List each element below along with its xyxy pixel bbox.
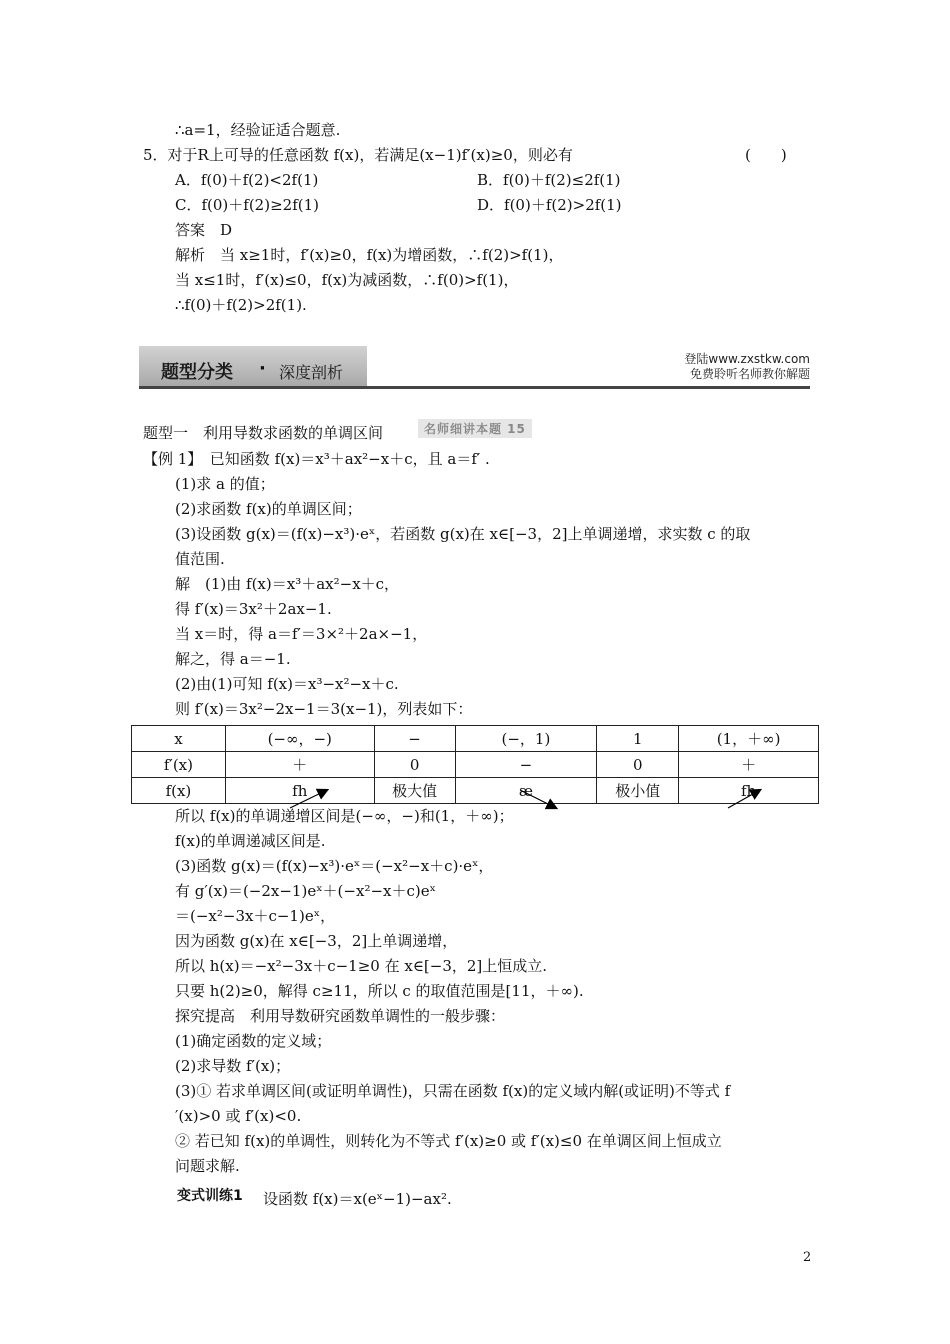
- table-cell: −: [374, 726, 455, 752]
- table-cell: 极小值: [597, 778, 679, 804]
- lecture-tag[interactable]: 名师细讲本题 15: [418, 419, 532, 438]
- table-cell: ＋: [225, 752, 374, 778]
- training-text: 设函数 f(x)＝x(eˣ−1)−ax².: [263, 1190, 452, 1208]
- banner-title: 题型分类: [161, 362, 233, 383]
- option-d: D．f(0)＋f(2)>2f(1): [477, 196, 622, 214]
- page-number: 2: [803, 1250, 812, 1265]
- decrease-arrow-icon: [520, 790, 556, 808]
- text-line: (2)求函数 f(x)的单调区间；: [175, 500, 362, 518]
- table-cell: f′(x): [132, 752, 226, 778]
- increase-arrow-icon: [728, 790, 760, 808]
- text-line: (1)确定函数的定义域；: [175, 1032, 332, 1050]
- text-line: 值范围.: [175, 550, 225, 568]
- section-heading: 题型一 利用导数求函数的单调区间: [143, 424, 384, 442]
- option-b: B．f(0)＋f(2)≤2f(1): [477, 171, 621, 189]
- text-line: (1)求 a 的值；: [175, 475, 275, 493]
- table-cell: æ: [455, 778, 597, 804]
- text-line: (3)设函数 g(x)＝(f(x)−x³)·eˣ，若函数 g(x)在 x∈[−3，2]上单调递增，求实数 c 的取: [175, 525, 751, 543]
- table-cell: 0: [597, 752, 679, 778]
- text-line: 当 x＝时，得 a＝f′＝3×²＋2a×−1，: [175, 625, 428, 643]
- table-cell: fh: [679, 778, 819, 804]
- site-slogan: 免费聆听名师教你解题: [689, 367, 810, 381]
- text-line: (3)函数 g(x)＝(f(x)−x³)·eˣ＝(−x²−x＋c)·eˣ，: [175, 857, 494, 875]
- option-a: A．f(0)＋f(2)<2f(1): [175, 171, 319, 189]
- table-cell: (1，＋∞): [679, 726, 819, 752]
- table-cell: 1: [597, 726, 679, 752]
- table-cell: (−∞，−): [225, 726, 374, 752]
- table-cell: f(x): [132, 778, 226, 804]
- banner-subtitle: 深度剖析: [279, 363, 344, 382]
- analysis-line: ∴f(0)＋f(2)>2f(1).: [175, 296, 307, 314]
- text-line: 得 f′(x)＝3x²＋2ax−1.: [175, 600, 332, 618]
- text-line: 只要 h(2)≥0，解得 c≥11，所以 c 的取值范围是[11，＋∞).: [175, 982, 584, 1000]
- table-cell: −: [455, 752, 597, 778]
- text-line: ∴a=1，经验证适合题意.: [175, 121, 341, 139]
- analysis-line: 当 x≤1时，f′(x)≤0，f(x)为减函数，∴f(0)>f(1)，: [175, 271, 519, 289]
- text-line: 因为函数 g(x)在 x∈[−3，2]上单调递增，: [175, 932, 458, 950]
- banner-dot: ·: [259, 358, 266, 379]
- text-line: 有 g′(x)＝(−2x−1)eˣ＋(−x²−x＋c)eˣ: [175, 882, 436, 900]
- text-line: 所以 h(x)＝−x²−3x＋c−1≥0 在 x∈[−3，2]上恒成立.: [175, 957, 548, 975]
- text-line: (2)求导数 f′(x)；: [175, 1057, 291, 1075]
- text-line: 所以 f(x)的单调递增区间是(−∞，−)和(1，＋∞)；: [175, 807, 514, 825]
- answer-paren: ( ): [745, 146, 787, 164]
- question-5: 5．对于R上可导的任意函数 f(x)，若满足(x−1)f′(x)≥0，则必有: [143, 146, 573, 164]
- text-line: 解 (1)由 f(x)＝x³＋ax²−x＋c，: [175, 575, 400, 593]
- text-line: 问题求解.: [175, 1157, 240, 1175]
- text-line: 解之，得 a＝−1.: [175, 650, 291, 668]
- text-line: ② 若已知 f(x)的单调性，则转化为不等式 f′(x)≥0 或 f′(x)≤0 在单调区间上恒成立: [175, 1132, 722, 1150]
- text-line: ′(x)>0 或 f′(x)<0.: [175, 1107, 302, 1125]
- table-cell: x: [132, 726, 226, 752]
- training-label: 变式训练1: [177, 1188, 243, 1204]
- table-cell: 极大值: [374, 778, 455, 804]
- site-url[interactable]: 登陆www.zxstkw.com: [684, 352, 810, 366]
- table-cell: fh: [225, 778, 374, 804]
- analysis-line: 解析 当 x≥1时，f′(x)≥0，f(x)为增函数，∴f(2)>f(1)，: [175, 246, 564, 264]
- option-c: C．f(0)＋f(2)≥2f(1): [175, 196, 319, 214]
- text-line: 探究提高 利用导数研究函数单调性的一般步骤：: [175, 1007, 506, 1025]
- table-cell: ＋: [679, 752, 819, 778]
- answer-line: 答案 D: [175, 221, 233, 239]
- text-line: f(x)的单调递减区间是.: [175, 832, 326, 850]
- text-line: 则 f′(x)＝3x²−2x−1＝3(x−1)，列表如下：: [175, 700, 473, 718]
- text-line: (3)① 若求单调区间(或证明单调性)，只需在函数 f(x)的定义域内解(或证明)不等式 f: [175, 1082, 731, 1100]
- example-title: 【例 1】 已知函数 f(x)＝x³＋ax²−x＋c，且 a＝f′ .: [143, 450, 490, 468]
- table-cell: 0: [374, 752, 455, 778]
- text-line: ＝(−x²−3x＋c−1)eˣ，: [175, 907, 336, 925]
- text-line: (2)由(1)可知 f(x)＝x³−x²−x＋c.: [175, 675, 399, 693]
- table-cell: (−，1): [455, 726, 597, 752]
